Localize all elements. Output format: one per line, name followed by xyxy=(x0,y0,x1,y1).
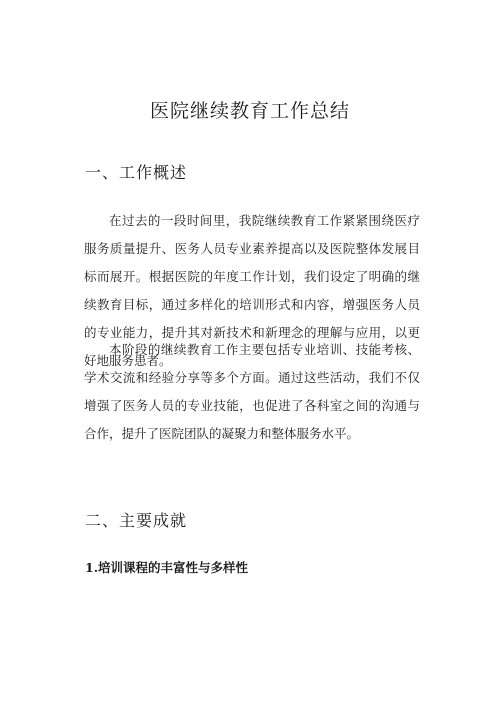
document-title: 医院继续教育工作总结 xyxy=(149,100,350,122)
overview-paragraph-1: 在过去的一段时间里，我院继续教育工作紧紧围绕医疗服务质量提升、医务人员专业素养提高以及医院整体发展目标而展开。根据医院的年度工作计划，我们设定了明确的继续教育目标，通过多样化的培训形式和内容，增强医务人员的专业能力，提升其对新技术和新理念的理解与应用，以更好地服务患者。 xyxy=(84,213,420,368)
overview-paragraph-2: 本阶段的继续教育工作主要包括专业培训、技能考核、学术交流和经验分享等多个方面。通过这些活动，我们不仅增强了医务人员的专业技能，也促进了各科室之间的沟通与合作，提升了医院团队的凝聚力和整体服务水平。 xyxy=(84,342,420,441)
section-heading-overview: 一、工作概述 xyxy=(85,163,188,182)
subheading-training-courses: 1.培训课程的丰富性与多样性 xyxy=(85,560,249,575)
section-heading-achievements: 二、主要成就 xyxy=(85,511,188,530)
